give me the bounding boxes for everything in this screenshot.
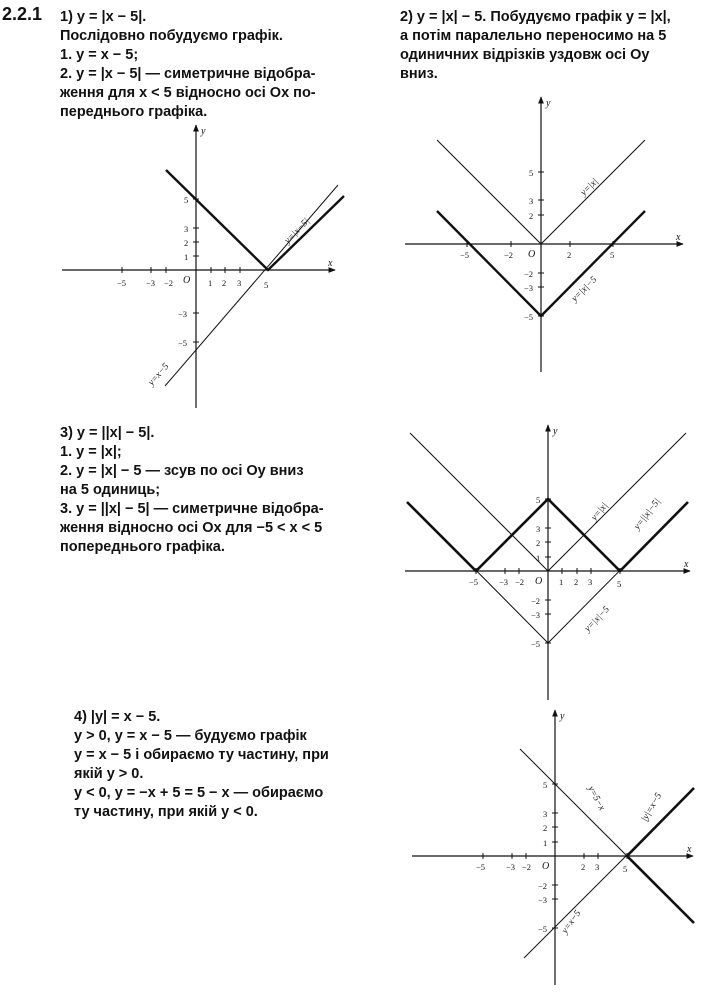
- tick-label: 3: [595, 862, 600, 872]
- tick-label: 3: [184, 224, 189, 234]
- tick-label: 5: [529, 168, 534, 178]
- problem-number: 2.2.1: [2, 4, 43, 24]
- tick-label: −3: [506, 862, 516, 872]
- tick-label: 3: [588, 577, 593, 587]
- x-axis-label: x: [684, 559, 689, 570]
- tick-label: 1: [559, 577, 564, 587]
- tick-label: 2: [222, 278, 227, 288]
- line-label: y=5−x: [585, 784, 607, 813]
- tick-label: −3: [524, 283, 534, 293]
- line-label: y=x−5: [560, 908, 584, 936]
- tick-label: 3: [536, 524, 541, 534]
- text-line: ження відносно осі Ox для −5 < x < 5: [60, 520, 323, 536]
- text-line: 4) |y| = x − 5.: [74, 709, 161, 725]
- y-axis-label: y: [560, 711, 565, 722]
- tick-label: 3: [529, 196, 534, 206]
- curve-label: y=||x|−5|: [632, 496, 663, 532]
- text-line: y < 0, y = −x + 5 = 5 − x — обираємо: [74, 785, 324, 801]
- tick-label: 3: [237, 278, 242, 288]
- tick-label: 1: [536, 553, 541, 563]
- tick-label: −5: [469, 577, 479, 587]
- text-line: 1. y = x − 5;: [60, 47, 139, 63]
- curve-label: y=|x|−5: [582, 604, 612, 635]
- text-line: 2. y = |x| − 5 — зсув по осі Oy вниз: [60, 463, 304, 479]
- tick-label: −2: [164, 278, 174, 288]
- text-line: вниз.: [400, 66, 438, 82]
- tick-label: 1: [208, 278, 213, 288]
- x-axis-label: x: [676, 232, 681, 243]
- tick-label: −2: [504, 250, 514, 260]
- text-line: 1) y = |x − 5|.: [60, 9, 147, 25]
- tick-label: 1: [543, 838, 548, 848]
- x-axis-label: x: [328, 258, 333, 269]
- tick-label: 2: [567, 250, 572, 260]
- curve-label: y=|x|: [589, 501, 611, 523]
- tick-label: 5: [184, 195, 189, 205]
- text-line: а потім паралельно переносимо на 5: [400, 28, 667, 44]
- text-line: ження для x < 5 відносно осі Ox по-: [60, 85, 316, 101]
- y-axis-label: y: [201, 126, 206, 137]
- tick-label: 5: [623, 864, 628, 874]
- tick-label: −5: [178, 338, 188, 348]
- y-axis-label: y: [553, 426, 558, 437]
- tick-label: −5: [460, 250, 470, 260]
- tick-label: 5: [536, 495, 541, 505]
- text-line: y > 0, y = x − 5 — будуємо графік: [74, 728, 307, 744]
- curve-label: y=|x|: [579, 176, 601, 199]
- tick-label: 2: [574, 577, 579, 587]
- text-line: якій y > 0.: [74, 766, 144, 782]
- text-line: на 5 одиниць;: [60, 482, 161, 498]
- tick-label: −5: [117, 278, 127, 288]
- tick-label: −3: [178, 309, 188, 319]
- origin-label: O: [528, 249, 536, 260]
- curve-label: |y|=x−5: [639, 791, 665, 824]
- text-line: 2) y = |x| − 5. Побудуємо графік y = |x|,: [400, 9, 671, 25]
- x-axis-label: x: [687, 844, 692, 855]
- text-line: попереднього графіка.: [60, 539, 225, 555]
- tick-label: 5: [543, 780, 548, 790]
- tick-label: 1: [184, 252, 189, 262]
- text-line: ту частину, при якій y < 0.: [74, 804, 258, 820]
- curve-label: y=|x−5|: [282, 216, 312, 247]
- text-line: Послідовно побудуємо графік.: [60, 28, 283, 44]
- tick-label: −2: [515, 577, 525, 587]
- origin-label: O: [542, 861, 550, 872]
- tick-label: 2: [581, 862, 586, 872]
- tick-label: −5: [531, 639, 541, 649]
- text-line: 3) y = ||x| − 5|.: [60, 425, 155, 441]
- tick-label: −2: [522, 862, 532, 872]
- tick-label: 2: [536, 538, 541, 548]
- tick-label: 5: [617, 579, 622, 589]
- text-line: 3. y = ||x| − 5| — симетричне відобра-: [60, 501, 324, 517]
- tick-label: −3: [538, 895, 548, 905]
- tick-label: −2: [538, 881, 548, 891]
- tick-label: −3: [499, 577, 509, 587]
- text-line: 1. y = |x|;: [60, 444, 122, 460]
- tick-label: 2: [543, 823, 548, 833]
- tick-label: −2: [524, 269, 534, 279]
- tick-label: 5: [264, 280, 269, 290]
- tick-label: 2: [529, 211, 534, 221]
- tick-label: 3: [543, 809, 548, 819]
- text-line: переднього графіка.: [60, 104, 208, 120]
- axes: [412, 710, 693, 985]
- tick-label: −5: [524, 312, 534, 322]
- text-line: y = x − 5 і обираємо ту частину, при: [74, 747, 329, 763]
- tick-label: 2: [184, 238, 189, 248]
- text-line: одиничних відрізків уздовж осі Oy: [400, 47, 650, 63]
- origin-label: O: [535, 576, 543, 587]
- tick-label: −2: [531, 596, 541, 606]
- line-label: y=x−5: [146, 361, 172, 388]
- tick-label: −5: [538, 924, 548, 934]
- origin-label: O: [183, 275, 191, 286]
- tick-label: −3: [531, 610, 541, 620]
- tick-label: 5: [610, 250, 615, 260]
- tick-label: −3: [146, 278, 156, 288]
- curve-label: y=|x|−5: [570, 274, 600, 305]
- y-axis-label: y: [546, 98, 551, 109]
- text-line: 2. y = |x − 5| — симетричне відобра-: [60, 66, 316, 82]
- tick-label: −5: [476, 862, 486, 872]
